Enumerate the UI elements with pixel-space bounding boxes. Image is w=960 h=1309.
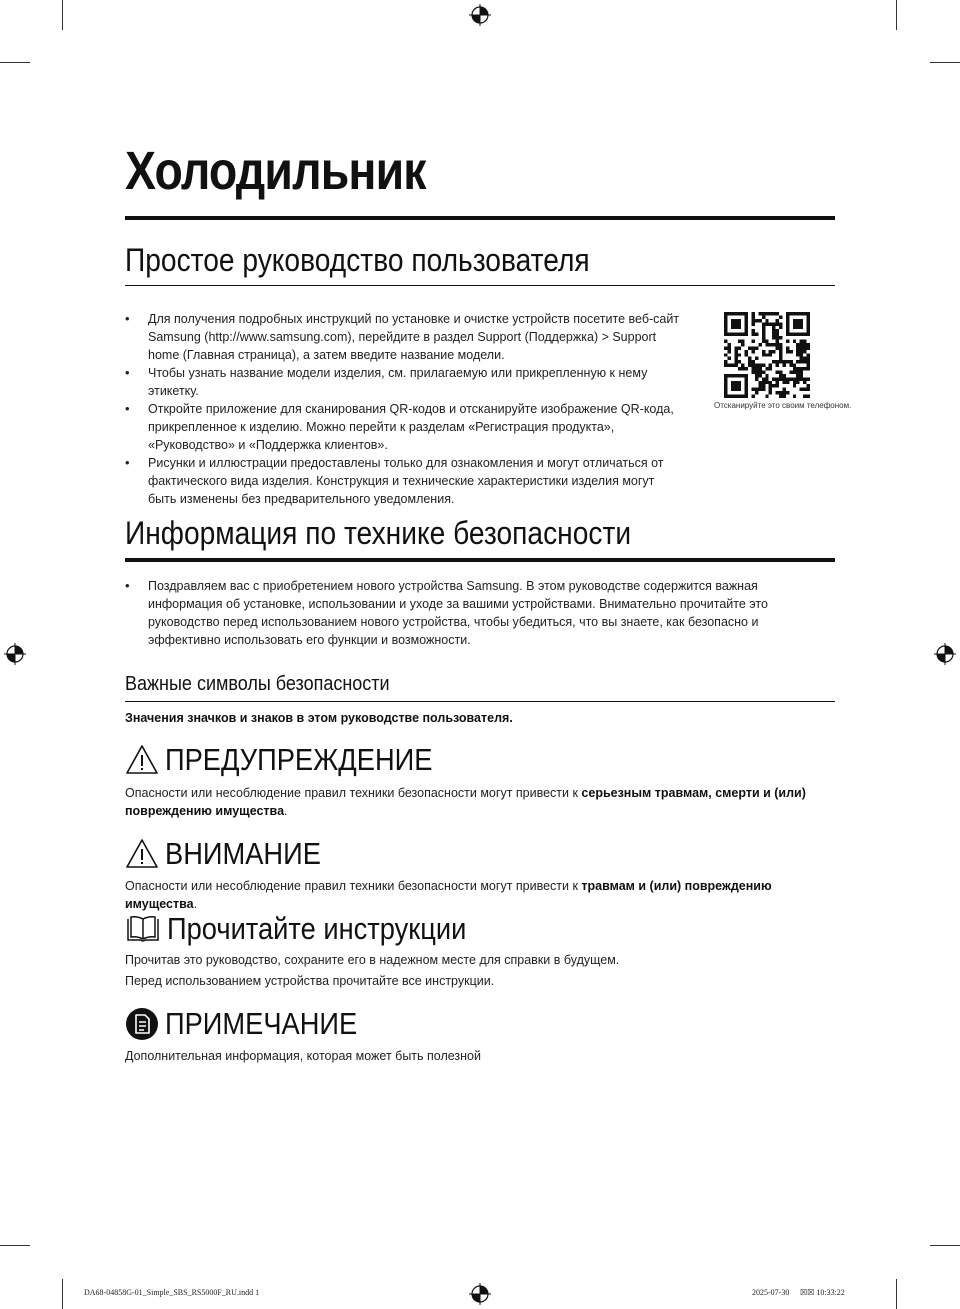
crop-mark [896,0,897,30]
warning-text-bold: серьезным травмам, смерти и (или) повреждению имущества [125,786,806,818]
note-heading [125,1006,383,1042]
quick-guide-list [125,310,685,508]
registration-mark-icon [469,4,491,26]
list-item: • Рисунки и иллюстрации предоставлены только для ознакомления и могут отличаться от фактического вида изделия. Конструкция и технические характеристики изделия могут быть изменены без предварительного уведомления. [125,454,685,508]
crop-mark [0,1245,30,1246]
read-instructions-line: Перед использованием устройства прочитайте все инструкции. [125,974,495,988]
caution-text-plain: Опасности или несоблюдение правил техники безопасности могут привести к [125,879,582,893]
qr-caption: Отсканируйте это своим телефоном. [714,401,852,410]
registration-mark-icon [469,1283,491,1305]
list-item: • Поздравляем вас с приобретением нового устройства Samsung. В этом руководстве содержится важная информация об установке, использовании и уходе за вашими устройствами. Внимательно прочитайте это руководство перед использованием нового устройства, чтобы убедиться, что вы знаете, как безопасно и эффективно использовать его функции и возможности. [125,577,825,649]
subsection-rule [125,701,835,702]
read-instructions-line: Прочитав это руководство, сохраните его в надежном месте для справки в будущем. [125,953,620,967]
caution-label: ВНИМАНИЕ [165,836,321,871]
registration-mark-icon [934,643,956,665]
symbols-heading: Важные символы безопасности [125,673,390,695]
warning-heading [125,742,469,778]
note-text: Дополнительная информация, которая может быть полезной [125,1049,481,1063]
crop-mark [62,1279,63,1309]
caution-heading [125,836,342,872]
list-item: • Откройте приложение для сканирования QR-кодов и отсканируйте изображение QR-кода, прикрепленное к изделию. Можно перейти к разделам «Регистрация продукта», «Руководство» и «Поддержка клиентов». [125,400,685,454]
note-label: ПРИМЕЧАНИЕ [165,1006,358,1041]
warning-text [125,784,825,820]
warning-text-end: . [284,804,288,818]
book-icon [125,913,161,945]
title-rule [125,216,835,220]
footer-date: 2025-07-30 [752,1288,790,1297]
warning-icon [125,838,159,870]
section-rule [125,285,835,286]
footer-filename: DA68-04858G-01_Simple_SBS_RS5000F_RU.indd 1 [84,1288,260,1297]
registration-mark-icon [4,643,26,665]
qr-code-icon [724,312,810,398]
warning-label: ПРЕДУПРЕЖДЕНИЕ [165,742,433,777]
read-instructions-heading [125,911,507,947]
list-item: • Для получения подробных инструкций по установке и очистке устройств посетите веб-сайт Samsung (http://www.samsung.com), перейдите в раздел Support (Поддержка) > Support home (Главная страница), а затем введите название модели. [125,310,685,364]
section-rule [125,558,835,562]
crop-mark [62,0,63,30]
caution-text [125,877,845,913]
page-title: Холодильник [125,141,426,201]
caution-text-bold: травмам и (или) повреждению имущества [125,879,772,911]
footer-time: ☒☒ 10:33:22 [800,1288,845,1297]
safety-list [125,577,825,649]
crop-mark [896,1279,897,1309]
warning-text-plain: Опасности или несоблюдение правил техники безопасности могут привести к [125,786,582,800]
crop-mark [0,62,30,63]
crop-mark [930,1245,960,1246]
warning-icon [125,744,159,776]
caution-text-end: . [193,897,198,911]
read-instructions-label: Прочитайте инструкции [167,911,467,946]
list-item: • Чтобы узнать название модели изделия, см. прилагаемую или прикрепленную к нему этикетку. [125,364,685,400]
crop-mark [930,62,960,63]
note-icon [125,1007,159,1041]
symbols-intro: Значения значков и знаков в этом руководстве пользователя. [125,711,513,725]
quick-guide-heading: Простое руководство пользователя [125,242,590,278]
safety-heading: Информация по технике безопасности [125,515,632,551]
